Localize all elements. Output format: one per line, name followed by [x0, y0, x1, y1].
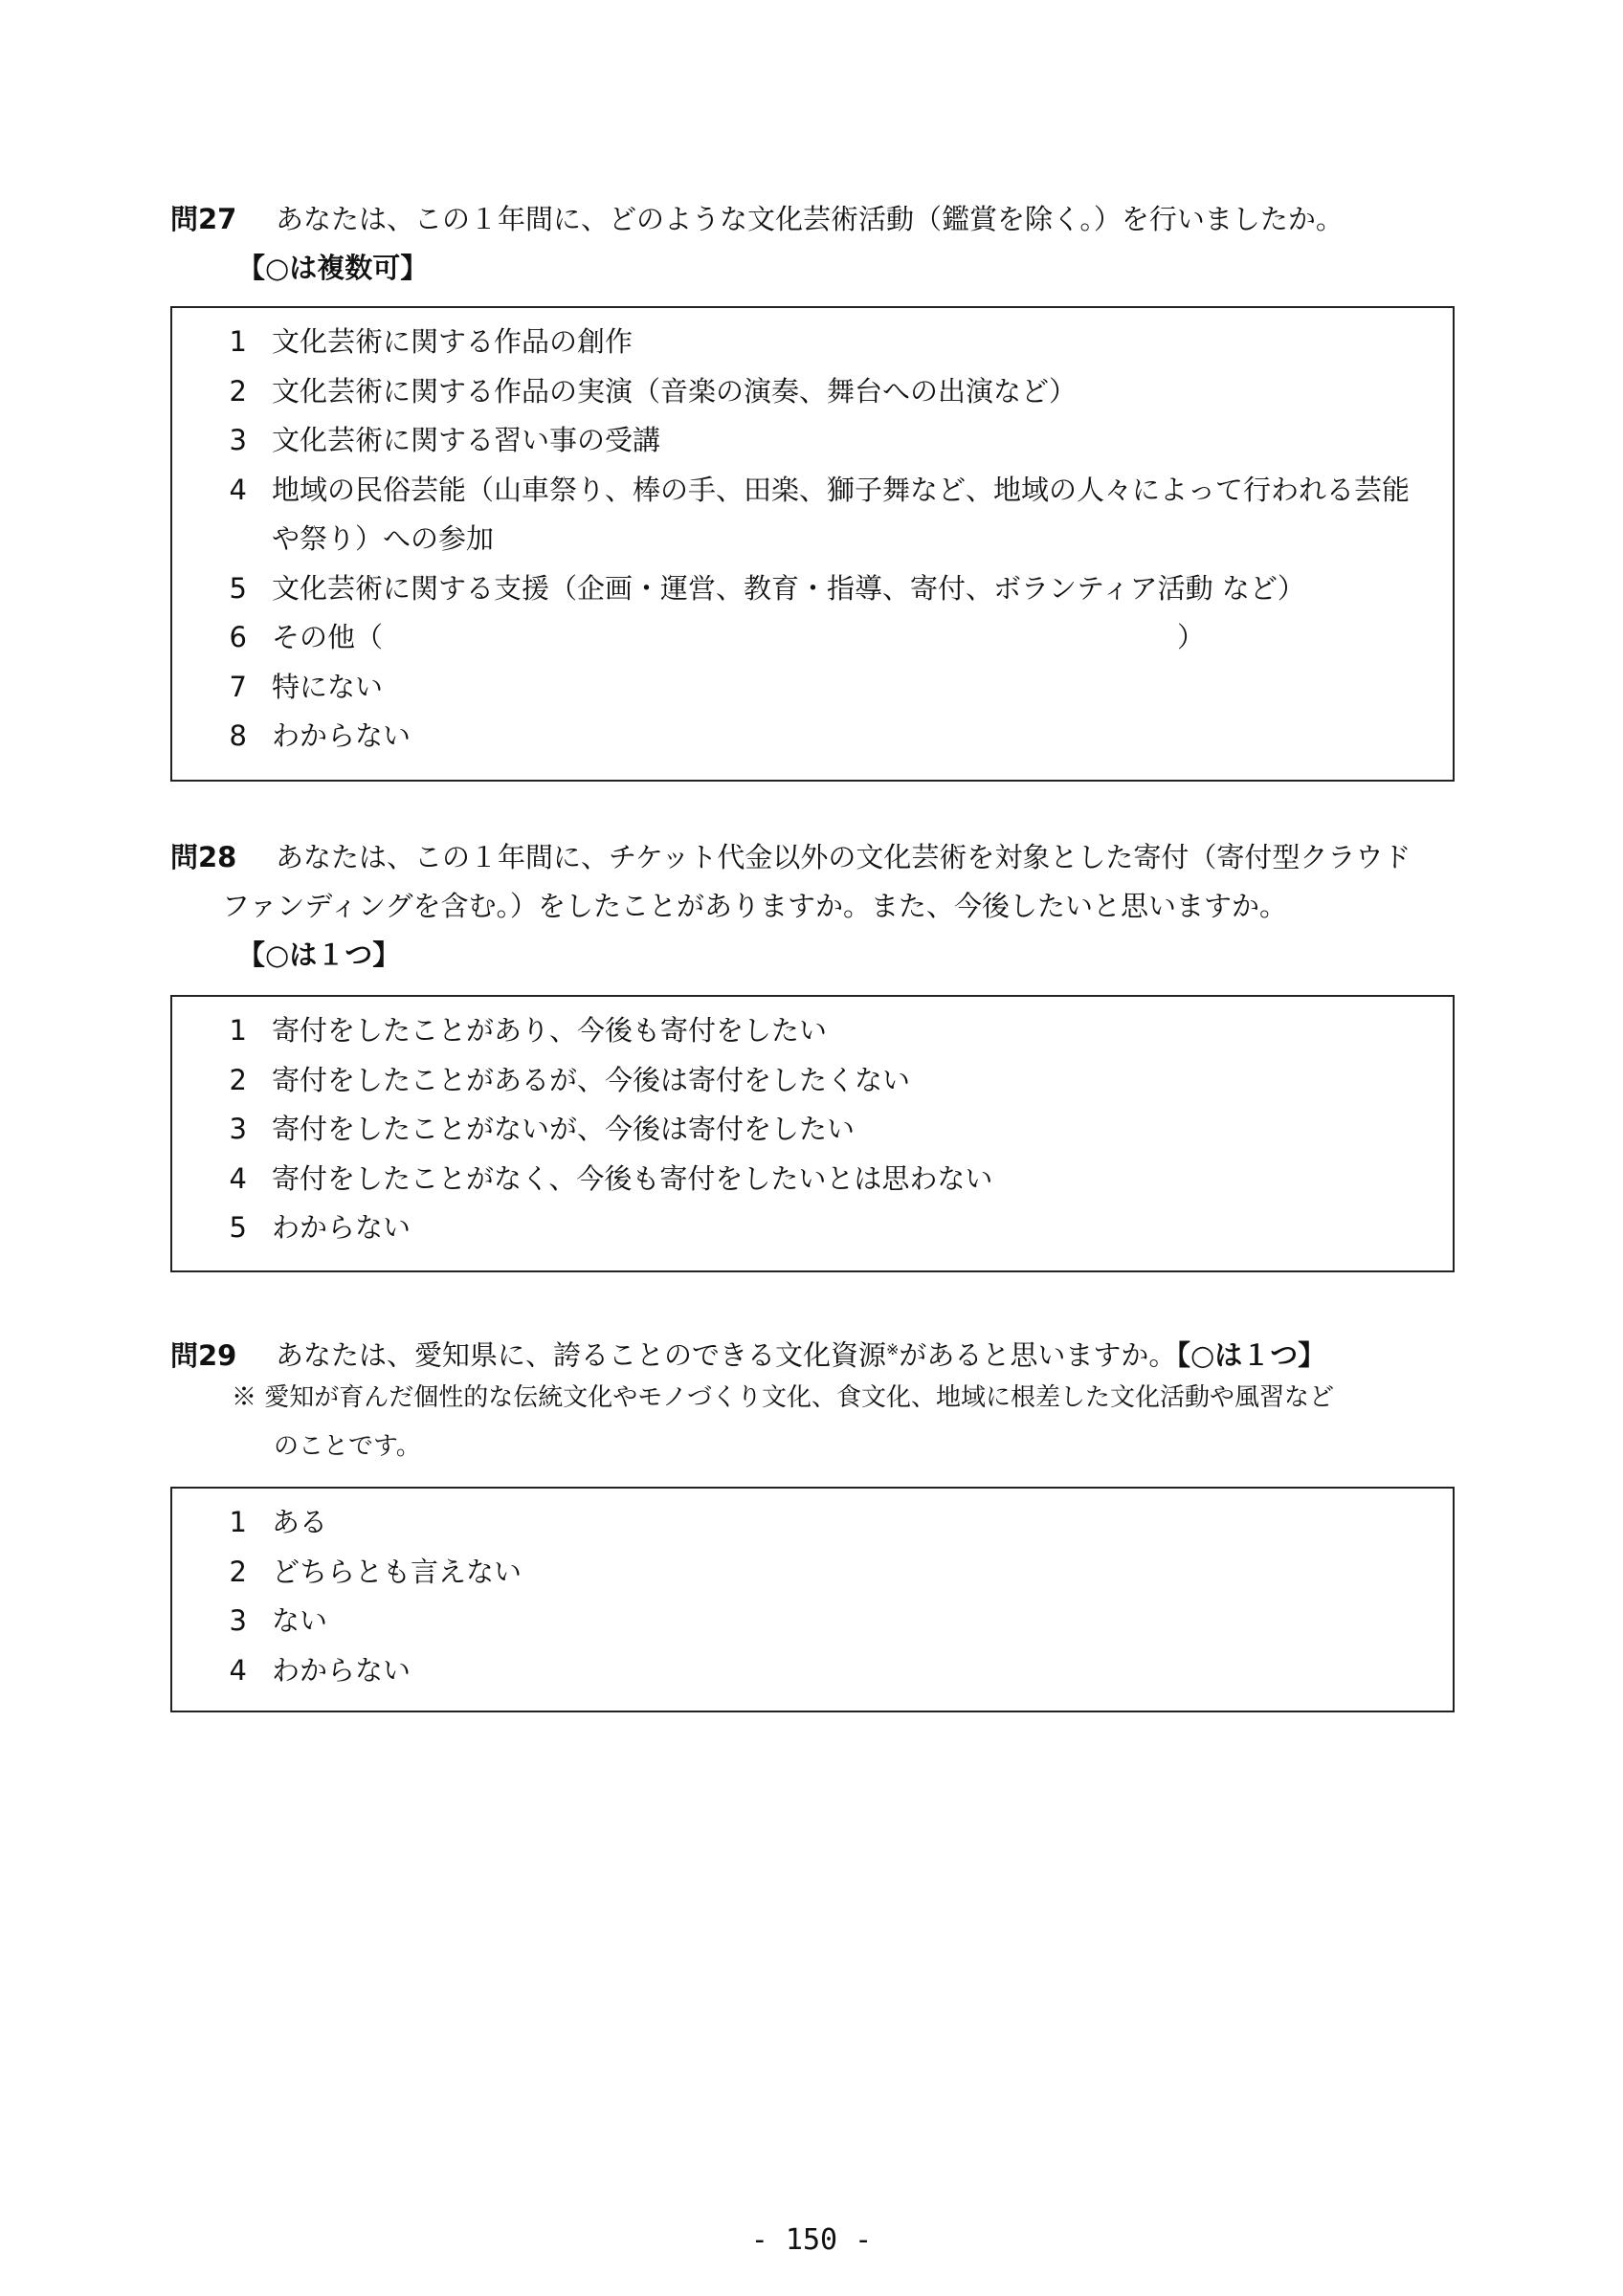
option-number: 2	[229, 1063, 247, 1096]
option-label: ある	[272, 1506, 328, 1538]
question-text: あなたは、愛知県に、誇ることのできる文化資源	[276, 1338, 887, 1372]
option-label: 文化芸術に関する支援（企画・運営、教育・指導、寄付、ボランティア活動 など）	[272, 571, 1305, 605]
footnote-line	[232, 1383, 1334, 1412]
footnote-text: 愛知が育んだ個性的な伝統文化やモノづくり文化、食文化、地域に根差した文化活動や風習など	[264, 1383, 1335, 1412]
option-number: 4	[229, 1653, 247, 1687]
option-item[interactable]	[172, 1498, 1453, 1548]
option-number: 1	[229, 325, 247, 358]
option-number: 5	[229, 571, 247, 605]
other-blank-close: ）	[1177, 621, 1206, 653]
question-28-line	[170, 833, 1472, 882]
answer-instruction: 【○は複数可】	[237, 252, 429, 284]
option-number: 4	[229, 473, 247, 506]
option-number: 5	[229, 1211, 247, 1244]
option-label: 文化芸術に関する作品の創作	[272, 325, 634, 358]
option-item[interactable]	[172, 1597, 1453, 1646]
option-label: 文化芸術に関する作品の実演（音楽の演奏、舞台への出演など）	[272, 374, 1078, 408]
question-text: あなたは、この１年間に、どのような文化芸術活動（鑑賞を除く。）を行いましたか。	[276, 203, 1344, 235]
option-label: 地域の民俗芸能（山車祭り、棒の手、田楽、獅子舞など、地域の人々によって行われる芸能	[272, 473, 1411, 506]
option-item[interactable]	[172, 1203, 1453, 1253]
option-item[interactable]	[172, 1105, 1453, 1155]
option-label-wrap	[272, 466, 1453, 564]
footnote	[232, 1374, 1476, 1471]
option-item[interactable]	[172, 1056, 1453, 1106]
option-number: 2	[229, 1555, 247, 1588]
options-box-27	[170, 306, 1455, 782]
option-item[interactable]	[172, 1006, 1453, 1056]
question-text-continued: ファンディングを含む。）をしたことがありますか。また、今後したいと思いますか。	[222, 890, 1288, 922]
option-label-continued: や祭り）への参加	[272, 522, 495, 555]
option-item[interactable]	[172, 318, 1453, 367]
option-label: ない	[272, 1604, 328, 1637]
question-28	[170, 833, 1472, 980]
options-box-29	[170, 1487, 1455, 1712]
question-number: 問28	[170, 841, 237, 873]
option-other-wrap	[272, 613, 1453, 663]
option-number: 2	[229, 374, 247, 408]
option-label: 寄付をしたことがなく、今後も寄付をしたいとは思わない	[272, 1161, 993, 1195]
option-number: 4	[229, 1161, 247, 1195]
option-number: 3	[229, 1113, 247, 1145]
answer-instruction: 【○は１つ】	[237, 938, 401, 971]
footnote-symbol: ※	[232, 1383, 257, 1412]
option-item[interactable]	[172, 466, 1453, 564]
option-number: 8	[229, 719, 247, 752]
option-label: わからない	[272, 1653, 411, 1687]
option-number: 7	[229, 670, 247, 703]
option-item[interactable]	[172, 564, 1453, 614]
option-item[interactable]	[172, 712, 1453, 762]
question-number: 問29	[170, 1338, 237, 1372]
option-label: どちらとも言えない	[272, 1555, 522, 1588]
question-29	[170, 1325, 1472, 1380]
option-label: わからない	[272, 719, 411, 752]
page-number: - 150 -	[750, 2223, 873, 2257]
option-label: その他（	[272, 621, 384, 653]
option-label: 寄付をしたことがあるが、今後は寄付をしたくない	[272, 1063, 911, 1096]
option-number: 6	[229, 621, 247, 653]
option-item-other[interactable]	[172, 613, 1453, 663]
footnote-mark: ※	[886, 1340, 900, 1358]
option-item[interactable]	[172, 367, 1453, 417]
option-label: 特にない	[272, 670, 384, 703]
question-text-end: があると思いますか。	[899, 1338, 1177, 1372]
option-label: 文化芸術に関する習い事の受講	[272, 424, 661, 456]
question-text: あなたは、この１年間に、チケット代金以外の文化芸術を対象とした寄付（寄付型クラウド	[276, 841, 1412, 873]
option-number: 1	[229, 1014, 247, 1047]
option-item[interactable]	[172, 1155, 1453, 1204]
option-label: わからない	[272, 1211, 411, 1244]
option-item[interactable]	[172, 663, 1453, 713]
footnote-text-continued: のことです。	[274, 1432, 421, 1461]
option-label: 寄付をしたことがあり、今後も寄付をしたい	[272, 1014, 828, 1047]
question-27	[170, 195, 1472, 293]
option-number: 3	[229, 1604, 247, 1637]
question-27-line	[170, 195, 1472, 244]
option-item[interactable]	[172, 1548, 1453, 1598]
option-item[interactable]	[172, 1646, 1453, 1696]
answer-instruction: 【○は１つ】	[1176, 1338, 1326, 1372]
option-number: 1	[229, 1506, 247, 1538]
options-box-28	[170, 995, 1455, 1272]
option-item[interactable]	[172, 416, 1453, 466]
option-label: 寄付をしたことがないが、今後は寄付をしたい	[272, 1113, 856, 1145]
option-number: 3	[229, 424, 247, 456]
question-number: 問27	[170, 203, 237, 235]
question-29-line	[170, 1325, 1472, 1380]
